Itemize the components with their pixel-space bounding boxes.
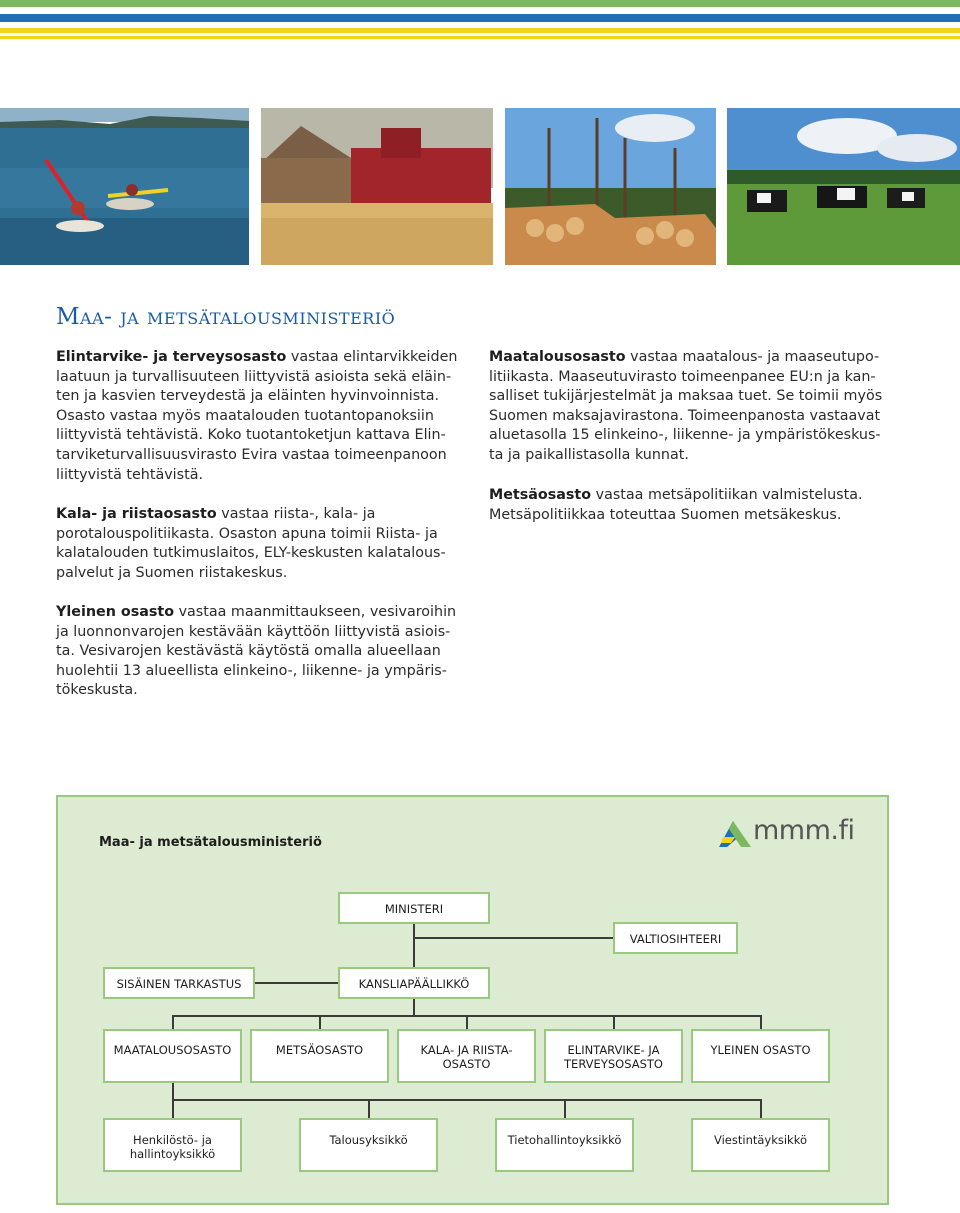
box-label: YLEINEN OSASTO <box>710 1043 811 1057</box>
box-label: Talousyksikkö <box>329 1133 408 1147</box>
box-label: Viestintäyksikkö <box>713 1133 808 1147</box>
harvester-photo <box>261 108 493 265</box>
mmm-logo-icon <box>717 815 753 851</box>
left-paragraph-2 <box>56 505 456 583</box>
blue-stripe <box>0 14 960 22</box>
logo-text: mmm.fi <box>753 815 855 846</box>
connector <box>413 923 415 967</box>
yellow-stripe-thin <box>0 36 960 39</box>
connector <box>368 1099 370 1118</box>
box-label: MINISTERI <box>384 902 444 916</box>
green-stripe <box>0 0 960 7</box>
paragraph-text: vastaa maanmittaukseen, vesivaroihin ja luonnonvarojen kestävään käyttöön liittyvistä asiois-ta. Vesivarojen kestävästä käytöstä omalla alueellaan huolehtii 13 alueellista elinkeino-, liikenne- ja ympäris-tökeskusta. <box>56 604 457 699</box>
page-title: Maa- ja metsätalousministeriö <box>56 304 396 330</box>
bold-lead: Yleinen osasto <box>56 604 175 620</box>
kayak-photo <box>0 108 249 265</box>
left-paragraph-1 <box>56 348 462 485</box>
paragraph-text: vastaa maatalous- ja maaseutupo-litiikasta. Maaseutuvirasto toimeenpanee EU:n ja kan-salliset tukijärjestelmät ja maksaa tuet. Se toimii myös Suomen maksajavirastona. Toimeenpanosta vastaavat aluetasolla 15 elinkeino-, liikenne- ja ympäristökeskus-ta ja paikallistasolla kunnat. <box>489 349 883 463</box>
connector <box>255 982 338 984</box>
connector <box>319 1015 321 1029</box>
unit-box <box>299 1118 438 1172</box>
box-label: Henkilöstö- ja <box>133 1133 212 1147</box>
yellow-stripe <box>0 28 960 33</box>
right-paragraph-2 <box>489 486 899 525</box>
box-label: hallintoyksikkö <box>129 1147 216 1161</box>
forest-logs-photo <box>505 108 716 265</box>
box-label: OSASTO <box>442 1057 491 1071</box>
box-label: ELINTARVIKE- JA <box>567 1043 660 1057</box>
bold-lead: Elintarvike- ja terveysosasto <box>56 349 287 365</box>
paragraph-text: vastaa elintarvikkeiden laatuun ja turvallisuuteen liittyvistä asioista sekä eläin-ten ja kasvien terveydestä ja eläinten hyvinvoinnista. Osasto vastaa myös maatalouden tuotantopanoksiin liittyvistä tehtävistä. Koko tuotantoketjun kattava Elin-tarviketurvallisuusvirasto Evira vastaa toimeenpanoon liittyvistä tehtävistä. <box>56 349 458 483</box>
paragraph-text: vastaa metsäpolitiikan valmistelusta. Metsäpolitiikkaa toteuttaa Suomen metsäkeskus. <box>489 487 863 523</box>
paragraph-text: vastaa riista-, kala- ja porotalouspolitiikasta. Osaston apuna toimii Riista- ja kalatalouden tutkimuslaitos, ELY-keskusten kalatalous-palvelut ja Suomen riistakeskus. <box>56 506 446 581</box>
cows-photo <box>727 108 960 265</box>
box-label: KALA- JA RIISTA- <box>420 1043 513 1057</box>
connector <box>413 937 614 939</box>
box-label: VALTIOSIHTEERI <box>629 932 722 946</box>
connector <box>760 1015 762 1029</box>
connector <box>172 1099 762 1101</box>
connector <box>564 1099 566 1118</box>
right-paragraph-1 <box>489 348 891 466</box>
box-label: Tietohallintoyksikkö <box>507 1133 622 1147</box>
box-label: MAATALOUSOSASTO <box>113 1043 232 1057</box>
department-box <box>544 1029 683 1083</box>
unit-box <box>691 1118 830 1172</box>
box-label: SISÄINEN TARKASTUS <box>116 977 242 991</box>
mmm-logo <box>717 813 857 853</box>
box-label: TERVEYSOSASTO <box>564 1057 663 1071</box>
unit-box <box>495 1118 634 1172</box>
box-label: KANSLIAPÄÄLLIKKÖ <box>358 977 470 991</box>
department-box <box>691 1029 830 1083</box>
ministeri-box <box>338 892 490 924</box>
department-box <box>103 1029 242 1083</box>
bold-lead: Kala- ja riistaosasto <box>56 506 217 522</box>
bold-lead: Maatalousosasto <box>489 349 626 365</box>
connector <box>466 1015 468 1029</box>
org-chart <box>56 795 889 1205</box>
department-box <box>397 1029 536 1083</box>
connector <box>613 1015 615 1029</box>
org-chart-heading: Maa- ja metsätalousministeriö <box>99 835 322 850</box>
connector <box>413 996 415 1016</box>
connector <box>760 1099 762 1118</box>
left-paragraph-3 <box>56 603 462 701</box>
connector <box>172 1015 174 1029</box>
box-label: METSÄOSASTO <box>275 1043 364 1057</box>
sisainen-tarkastus-box <box>103 967 255 999</box>
unit-box <box>103 1118 242 1172</box>
bold-lead: Metsäosasto <box>489 487 592 503</box>
valtiosihteeri-box <box>613 922 738 954</box>
department-box <box>250 1029 389 1083</box>
kansliapaallikko-box <box>338 967 490 999</box>
